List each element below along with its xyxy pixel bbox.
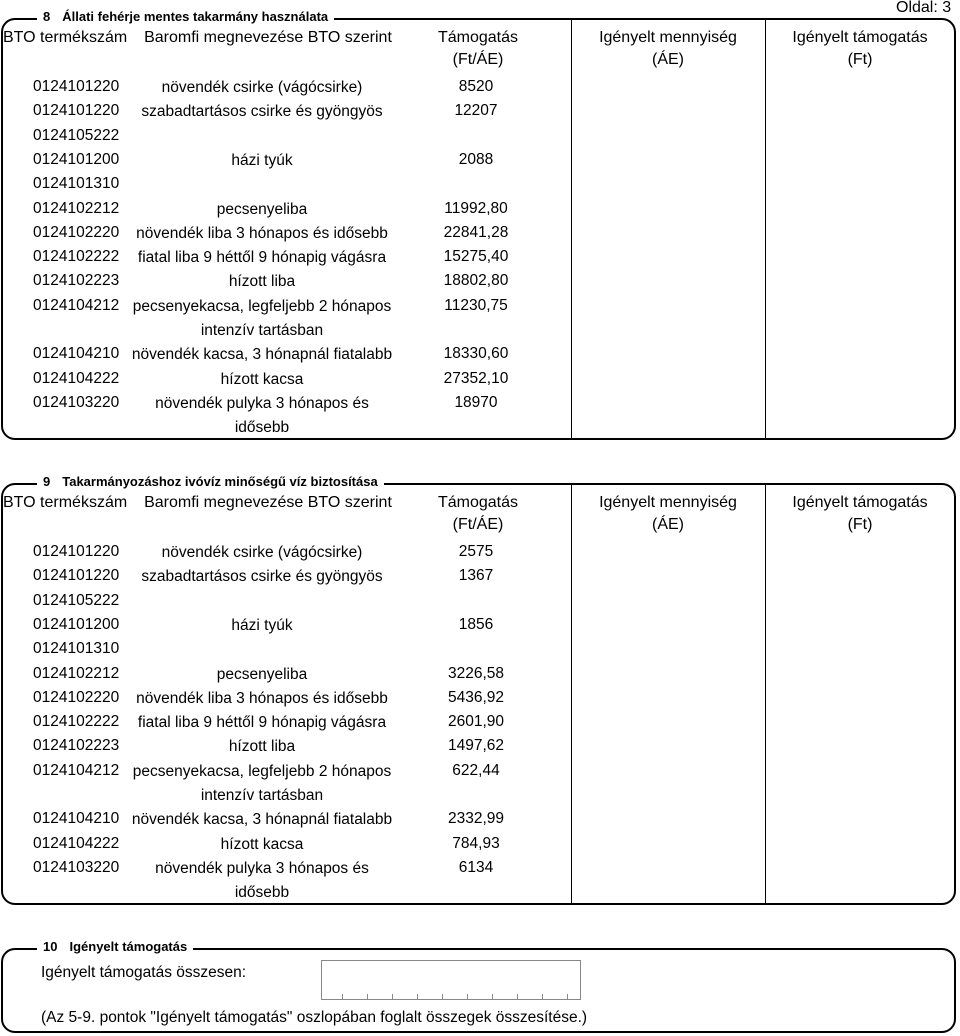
column-header-quantity-line: Igényelt mennyiség bbox=[599, 29, 737, 46]
product-code bbox=[33, 246, 119, 270]
product-name: fiatal liba 9 héttől 9 hónapig vágásra bbox=[137, 714, 387, 732]
support-value: 2601,90 bbox=[447, 713, 505, 731]
section-8-title bbox=[37, 9, 334, 25]
product-name: növendék kacsa, 3 hónapnál fiatalabb bbox=[131, 346, 393, 364]
column-header-name-line: Baromfi megnevezése BTO szerint bbox=[144, 494, 392, 511]
section-9-drinking-water bbox=[1, 474, 956, 905]
column-header-support-line: (Ft/ÁE) bbox=[452, 516, 504, 533]
product-code bbox=[33, 735, 119, 759]
column-header-claimed-line: (Ft) bbox=[847, 516, 873, 533]
column-header-code bbox=[3, 27, 127, 49]
product-code-value: 0124101220 bbox=[33, 567, 120, 585]
product-code bbox=[33, 222, 119, 246]
product-name: növendék liba 3 hónapos és idősebb bbox=[136, 689, 388, 707]
section-8-number: 8 bbox=[43, 9, 51, 24]
digit-tick bbox=[417, 994, 418, 999]
support-value: 5436,92 bbox=[447, 688, 505, 706]
product-code-value: 0124101310 bbox=[33, 640, 120, 658]
total-claimed-note: (Az 5-9. pontok "Igényelt támogatás" oszlopában foglalt összegek összesítése.) bbox=[41, 1009, 588, 1026]
product-code-value: 0124102223 bbox=[33, 737, 120, 755]
product-code bbox=[33, 76, 119, 100]
support-value: 1856 bbox=[458, 615, 494, 633]
product-name: növendék pulyka 3 hónapos és idősebb bbox=[155, 394, 369, 437]
product-code bbox=[33, 760, 119, 784]
column-divider bbox=[571, 485, 572, 903]
support-value: 11230,75 bbox=[444, 296, 508, 314]
column-header-support bbox=[413, 27, 543, 71]
product-code bbox=[33, 541, 119, 565]
support-value: 622,44 bbox=[452, 761, 500, 779]
digit-tick bbox=[517, 994, 518, 999]
product-code-value: 0124103220 bbox=[33, 393, 120, 411]
section-9-number: 9 bbox=[43, 474, 51, 489]
product-name: növendék csirke (vágócsirke) bbox=[161, 544, 363, 561]
support-value: 784,93 bbox=[452, 834, 500, 852]
product-code-value: 0124105222 bbox=[33, 126, 120, 144]
digit-tick bbox=[492, 994, 493, 999]
support-value: 27352,10 bbox=[443, 369, 509, 387]
product-code bbox=[33, 100, 119, 149]
product-code bbox=[33, 198, 119, 222]
column-header-name bbox=[127, 492, 409, 514]
product-code-value: 0124104212 bbox=[33, 761, 120, 779]
column-header-support-line: Támogatás bbox=[437, 494, 519, 511]
product-name: növendék csirke (vágócsirke) bbox=[161, 79, 363, 96]
product-code bbox=[33, 808, 119, 832]
support-value: 1367 bbox=[458, 567, 494, 585]
section-9-title bbox=[37, 474, 384, 490]
product-code-value: 0124102222 bbox=[33, 713, 120, 731]
column-header-code-line: BTO termékszám bbox=[3, 29, 128, 46]
product-name: pecsenyekacsa, legfeljebb 2 hónapos intenzív tartásban bbox=[132, 297, 392, 339]
product-code bbox=[33, 711, 119, 735]
section-10-number: 10 bbox=[43, 939, 58, 954]
product-code-value: 0124101220 bbox=[33, 78, 120, 95]
product-code-value: 0124102220 bbox=[33, 223, 120, 241]
product-name: házi tyúk bbox=[231, 616, 293, 634]
product-code bbox=[33, 295, 119, 319]
product-name: hízott kacsa bbox=[220, 835, 304, 853]
product-name: hízott kacsa bbox=[220, 370, 304, 388]
total-claimed-input[interactable] bbox=[321, 960, 581, 1000]
product-code bbox=[33, 833, 119, 857]
support-value: 11992,80 bbox=[444, 199, 508, 217]
column-header-quantity-line: (ÁE) bbox=[652, 51, 684, 68]
product-code bbox=[33, 343, 119, 367]
section-8-animal-protein-free-feed bbox=[1, 9, 956, 440]
digit-tick bbox=[442, 994, 443, 999]
support-value: 2088 bbox=[458, 150, 494, 168]
column-header-quantity bbox=[571, 27, 765, 71]
support-value: 22841,28 bbox=[443, 223, 509, 241]
column-header-claimed-line: Igényelt támogatás bbox=[792, 29, 928, 46]
column-header-quantity-line: (ÁE) bbox=[652, 516, 684, 533]
product-name: hízott liba bbox=[228, 273, 296, 291]
product-code-value: 0124102212 bbox=[33, 199, 120, 217]
column-divider bbox=[765, 485, 766, 903]
product-name: szabadtartásos csirke és gyöngyös bbox=[141, 568, 383, 586]
product-code-value: 0124104210 bbox=[33, 810, 120, 828]
column-header-support-line: (Ft/ÁE) bbox=[452, 51, 504, 68]
product-code-value: 0124101310 bbox=[33, 175, 120, 193]
support-value: 6134 bbox=[458, 858, 494, 876]
column-header-support-line: Támogatás bbox=[437, 29, 519, 46]
support-value: 15275,40 bbox=[443, 248, 509, 266]
column-header-quantity-line: Igényelt mennyiség bbox=[599, 494, 737, 511]
product-name: fiatal liba 9 héttől 9 hónapig vágásra bbox=[137, 249, 387, 267]
product-code-value: 0124104222 bbox=[33, 369, 120, 387]
column-header-support bbox=[413, 492, 543, 536]
product-name: hízott liba bbox=[228, 738, 296, 756]
column-divider bbox=[765, 20, 766, 438]
column-header-claimed bbox=[765, 27, 955, 71]
support-value: 18802,80 bbox=[443, 272, 509, 290]
product-code bbox=[33, 368, 119, 392]
product-code-value: 0124102220 bbox=[33, 688, 120, 706]
product-code-value: 0124104222 bbox=[33, 834, 120, 852]
product-code-value: 0124104212 bbox=[33, 296, 120, 314]
digit-tick bbox=[367, 994, 368, 999]
column-divider bbox=[571, 20, 572, 438]
column-header-claimed-line: (Ft) bbox=[847, 51, 873, 68]
column-header-name-line: Baromfi megnevezése BTO szerint bbox=[144, 29, 392, 46]
product-code bbox=[33, 149, 119, 198]
section-8-title-text: Állati fehérje mentes takarmány használata bbox=[62, 9, 329, 24]
product-name: növendék pulyka 3 hónapos és idősebb bbox=[155, 859, 369, 902]
product-code bbox=[33, 614, 119, 663]
product-name: növendék kacsa, 3 hónapnál fiatalabb bbox=[131, 811, 393, 829]
product-code-value: 0124105222 bbox=[33, 591, 120, 609]
support-value: 18970 bbox=[454, 393, 498, 411]
digit-tick bbox=[567, 994, 568, 999]
page-number: Oldal: 3 bbox=[896, 0, 952, 16]
product-code bbox=[33, 663, 119, 687]
product-name: pecsenyeliba bbox=[216, 200, 308, 218]
product-name: növendék liba 3 hónapos és idősebb bbox=[136, 224, 388, 242]
digit-tick bbox=[542, 994, 543, 999]
section-10-title-text: Igényelt támogatás bbox=[69, 939, 188, 954]
product-code-value: 0124102223 bbox=[33, 272, 120, 290]
support-value: 2575 bbox=[458, 543, 494, 560]
section-10-claimed-support bbox=[1, 939, 956, 1033]
support-value: 3226,58 bbox=[447, 664, 505, 682]
product-code-value: 0124103220 bbox=[33, 858, 120, 876]
product-code bbox=[33, 687, 119, 711]
digit-tick bbox=[392, 994, 393, 999]
product-code-value: 0124101220 bbox=[33, 102, 120, 120]
column-header-quantity bbox=[571, 492, 765, 536]
product-code bbox=[33, 392, 119, 416]
product-name: házi tyúk bbox=[231, 151, 293, 169]
product-code bbox=[33, 565, 119, 614]
section-9-title-text: Takarmányozáshoz ivóvíz minőségű víz biztosítása bbox=[62, 474, 378, 489]
support-value: 18330,60 bbox=[443, 345, 509, 363]
column-header-code bbox=[3, 492, 127, 514]
product-name: pecsenyekacsa, legfeljebb 2 hónapos intenzív tartásban bbox=[132, 762, 392, 804]
product-name: pecsenyeliba bbox=[216, 665, 308, 683]
section-10-title bbox=[37, 939, 193, 955]
digit-tick bbox=[467, 994, 468, 999]
digit-tick bbox=[342, 994, 343, 999]
total-claimed-label: Igényelt támogatás összesen: bbox=[41, 964, 247, 981]
support-value: 12207 bbox=[454, 102, 498, 120]
column-header-name bbox=[127, 27, 409, 49]
column-header-claimed bbox=[765, 492, 955, 536]
column-header-claimed-line: Igényelt támogatás bbox=[792, 494, 928, 511]
product-code-value: 0124101200 bbox=[33, 150, 120, 168]
support-value: 2332,99 bbox=[447, 810, 505, 828]
product-code-value: 0124101220 bbox=[33, 543, 120, 560]
product-code-value: 0124102212 bbox=[33, 664, 120, 682]
product-code-value: 0124104210 bbox=[33, 345, 120, 363]
support-value: 8520 bbox=[458, 78, 494, 95]
product-code-value: 0124102222 bbox=[33, 248, 120, 266]
column-header-code-line: BTO termékszám bbox=[3, 494, 128, 511]
product-code bbox=[33, 857, 119, 881]
product-code-value: 0124101200 bbox=[33, 615, 120, 633]
product-name: szabadtartásos csirke és gyöngyös bbox=[141, 103, 383, 121]
support-value: 1497,62 bbox=[447, 737, 505, 755]
product-code bbox=[33, 270, 119, 294]
